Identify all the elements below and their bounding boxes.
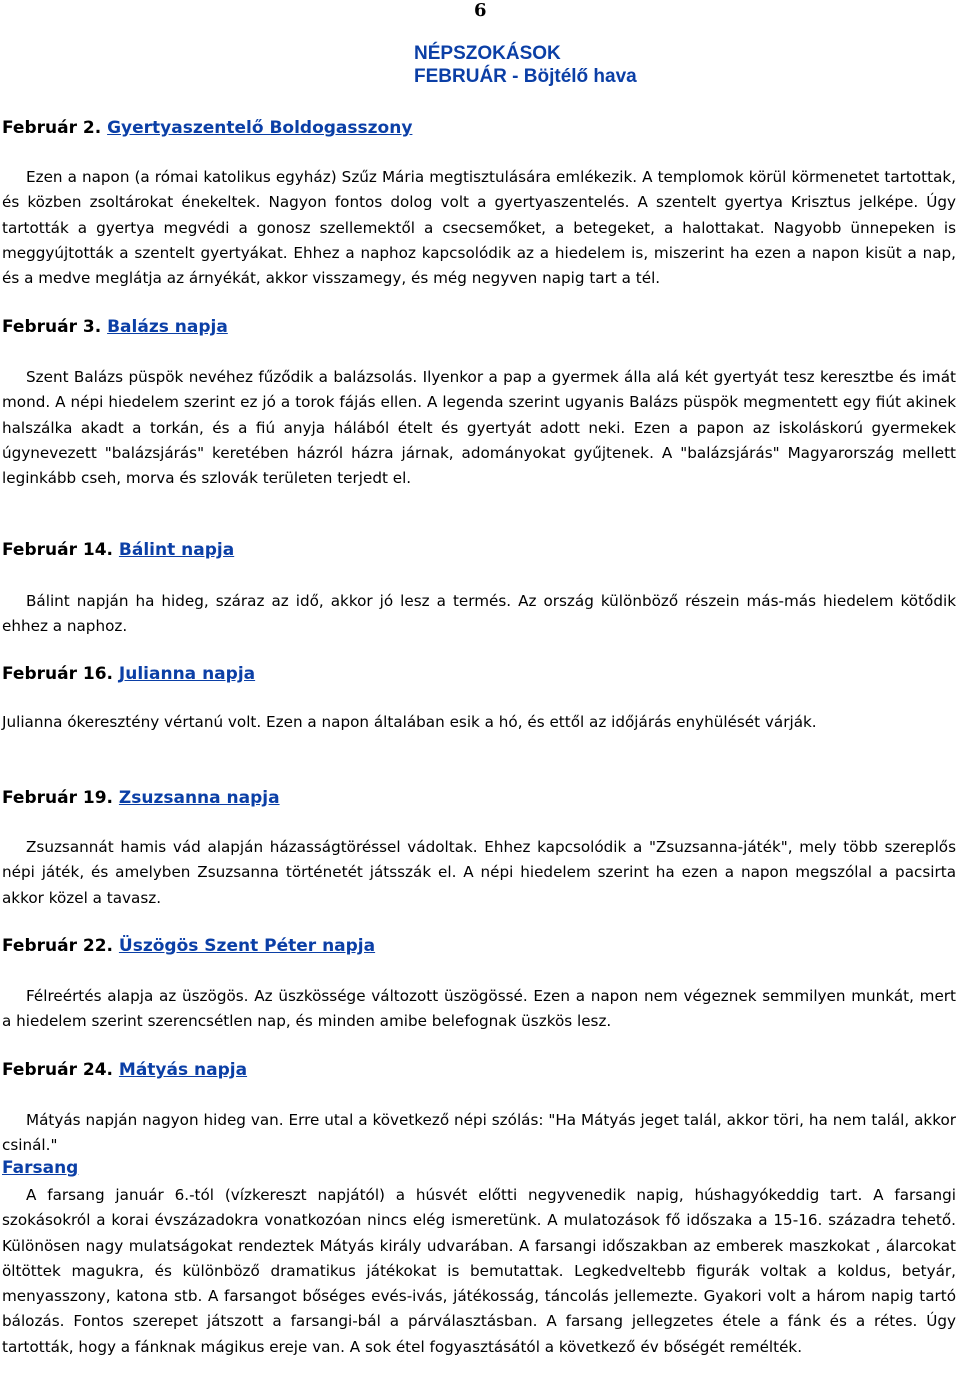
section-text-feb-22: [2, 984, 956, 1035]
section-date: Február 19.: [2, 788, 113, 808]
section-date: Február 3.: [2, 317, 102, 337]
paragraph-text: Ezen a napon (a római katolikus egyház) Szűz Mária megtisztulására emlékezik. A templomok körül körmenetet tartottak, és közben zsoltárokat énekeltek. Nagyon fontos dolog volt a gyertyaszentelés. A szentelt gyertya Krisztus jelképe. Úgy tartották a gyertya megvédi a gonosz szellemektől a csecsemőket, a betegeket, a halottakat. Nagyobb ünnepeken is meggyújtották a szentelt gyertyákat. Ehhez a naphoz kapcsolódik az a hiedelem is, miszerint ha ezen a napon kisüt a nap, és a medve meglátja az árnyékát, akkor visszamegy, és még negyven napig tart a tél.: [2, 168, 956, 288]
section-heading-feb-16: [2, 664, 255, 684]
section-text-feb-14: [2, 589, 956, 640]
section-name: Bálint napja: [118, 540, 235, 560]
section-name: Farsang: [2, 1158, 79, 1178]
paragraph-text: A farsang január 6.-tól (vízkereszt napjától) a húsvét előtti negyvenedik napig, húshagyókeddig tart. A farsangi szokásokról a korai évszázadokra vonatkozóan nincs elég ismeretünk. A mulatozások fő időszaka a 15-16. századra tehető. Különösen nagy mulatságokat rendeztek Mátyás király udvarában. A farsangi időszakban az emberek maszkokat , álarcokat öltöttek magukra, és különböző dramatikus játékokat is bemutattak. Legkedveltebb figurák voltak a koldus, betyár, menyasszony, katona stb. A farsangot bőséges evés-ivás, játékosság, táncolás jellemezte. Gyakori volt a három napig tartó bálozás. Fontos szerepet játszott a farsangi-bál a párválasztásban. A farsang jellegzetes étele a fánk és a rétes. Úgy tartották, hogy a fánknak mágikus ereje van. A sok étel fogyasztásától a következő év bőségét remélték.: [2, 1186, 956, 1356]
page-header: [414, 42, 637, 88]
section-date: Február 14.: [2, 540, 113, 560]
section-text-feb-3: [2, 365, 956, 491]
header-title: NÉPSZOKÁSOK: [414, 43, 561, 64]
section-text-feb-24: [2, 1108, 956, 1159]
section-heading-feb-24: [2, 1060, 247, 1080]
section-heading-feb-2: [2, 118, 412, 138]
section-heading-feb-14: [2, 540, 234, 560]
section-heading-farsang: [2, 1158, 78, 1178]
header-subtitle: FEBRUÁR - Böjtélő hava: [414, 66, 637, 87]
paragraph-text: Szent Balázs püspök nevéhez fűződik a balázsolás. Ilyenkor a pap a gyermek álla alá két gyertyát tesz keresztbe és imát mond. A népi hiedelem szerint ez jó a torok fájás ellen. A legenda szerint ugyanis Balázs püspök megmentett egy fiút akinek halszálka akadt a torkán, és a fiú anyja hálából ételt és gyertyát adott neki. Ezen a papon az iskoláskorú gyermekek úgynevezett "balázsjárás" keretében házról házra járnak, adományokat gyűjtenek. A "balázsjárás" Magyarország mellett leginkább cseh, morva és szlovák területen terjedt el.: [2, 368, 956, 488]
section-name: Gyertyaszentelő Boldogasszony: [107, 118, 413, 138]
section-heading-feb-22: [2, 936, 375, 956]
section-text-feb-16: [2, 710, 956, 735]
section-name: Julianna napja: [118, 664, 256, 684]
section-date: Február 22.: [2, 936, 113, 956]
section-name: Zsuzsanna napja: [118, 788, 280, 808]
paragraph-text: Mátyás napján nagyon hideg van. Erre utal a következő népi szólás: "Ha Mátyás jeget talál, akkor töri, ha nem talál, akkor csinál.": [2, 1111, 956, 1155]
section-date: Február 24.: [2, 1060, 113, 1080]
section-text-feb-19: [2, 835, 956, 911]
section-name: Balázs napja: [107, 317, 228, 337]
section-date: Február 2.: [2, 118, 102, 138]
section-name: Üszögös Szent Péter napja: [118, 936, 376, 956]
paragraph-text: Zsuzsannát hamis vád alapján házasságtöréssel vádoltak. Ehhez kapcsolódik a "Zsuzsanna-játék", mely több szereplős népi játék, és amelyben Zsuzsanna történetét játsszák el. A népi hiedelem szerint ha ezen a napon megszólal a pacsirta akkor közel a tavasz.: [2, 838, 956, 907]
section-date: Február 16.: [2, 664, 113, 684]
section-heading-feb-3: [2, 317, 228, 337]
paragraph-text: Bálint napján ha hideg, száraz az idő, akkor jó lesz a termés. Az ország különböző részein más-más hiedelem kötődik ehhez a naphoz.: [2, 592, 956, 636]
section-name: Mátyás napja: [118, 1060, 248, 1080]
section-text-farsang: [2, 1183, 956, 1360]
page-number: 6: [474, 0, 487, 21]
paragraph-text: Julianna ókeresztény vértanú volt. Ezen a napon általában esik a hó, és ettől az időjárás enyhülését várják.: [2, 713, 817, 731]
section-text-feb-2: [2, 165, 956, 291]
paragraph-text: Félreértés alapja az üszögös. Az üszkössége változott üszögössé. Ezen a napon nem végeznek semmilyen munkát, mert a hiedelem szerint szerencsétlen nap, és minden amibe belefognak üszkös lesz.: [2, 987, 956, 1031]
section-heading-feb-19: [2, 788, 280, 808]
